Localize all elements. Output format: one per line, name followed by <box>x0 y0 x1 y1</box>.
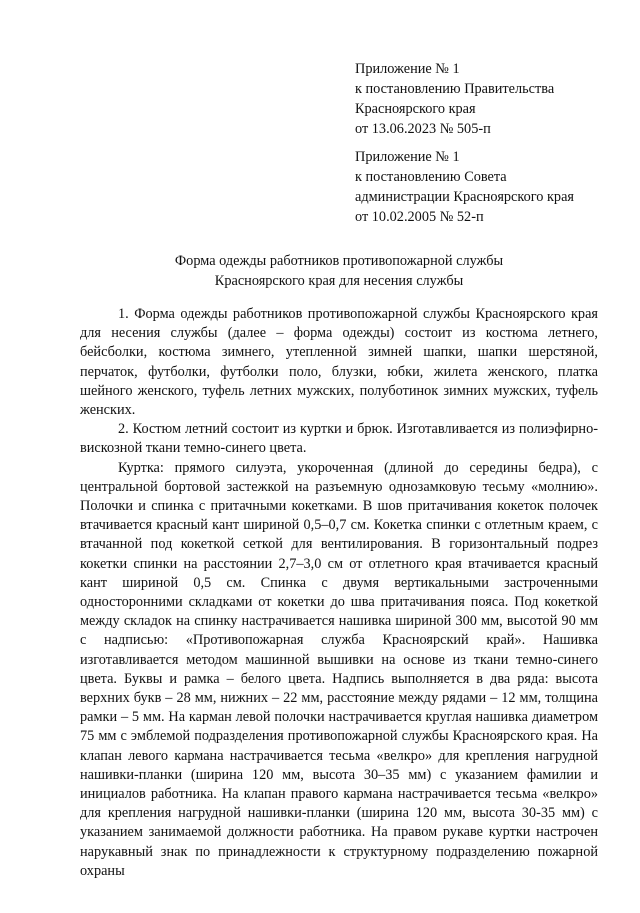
paragraph-2: 2. Костюм летний состоит из куртки и брюк. Изготавливается из полиэфирно-вискозной ткани темно-синего цвета. <box>80 421 598 457</box>
appendix-original-line-1: Приложение № 1 <box>355 149 460 165</box>
appendix-current-line-1: Приложение № 1 <box>355 61 460 77</box>
paragraph-3: Куртка: прямого силуэта, укороченная (длиной до середины бедра), с центральной бортовой застежкой на разъемную однозамковую тесьму «молнию». Полочки и спинка с притачными кокетками. В шов притачивания кокеток полочек втачивается красный кант шириной 0,5–0,7 см. Кокетка спинки с отлетным краем, с втачанной под кокеткой сеткой для вентилирования. В горизонтальный подрез кокетки спинки на расстоянии 2,7–3,0 см от отлетного края втачивается красный кант шириной 0,5 см. Спинка с двумя вертикальными застроченными односторонними складками от кокетки до шва притачивания пояса. Под кокеткой между складок на спинку настрачивается нашивка шириной 300 мм, высотой 90 мм с надписью: «Противопожарная служба Красноярский край». Нашивка изготавливается методом машинной вышивки на основе из ткани темно-синего цвета. Буквы и рамка – белого цвета. Надпись выполняется в два ряда: высота верхних букв – 28 мм, нижних – 22 мм, расстояние между рядами – 12 мм, толщина рамки – 5 мм. На карман левой полочки настрачивается круглая нашивка диаметром 75 мм с эмблемой подразделения противопожарной службы Красноярского края. На клапан левого кармана настрачивается тесьма «велкро» для крепления нагрудной нашивки-планки (ширина 120 мм, высота 30–35 мм) с указанием фамилии и инициалов работника. На клапан правого кармана настрачивается тесьма «велкро» для крепления нагрудной нашивки-планки (ширина 120 мм, высота 30-35 мм) с указанием занимаемой должности работника. На правом рукаве куртки настрочен нарукавный знак по принадлежности к структурному подразделению пожарной охраны <box>80 459 598 879</box>
appendix-current-line-3: Красноярского края <box>355 101 476 117</box>
document-body <box>80 305 598 881</box>
appendix-original-line-4: от 10.02.2005 № 52-п <box>355 209 484 225</box>
document-title-line-1: Форма одежды работников противопожарной службы <box>174 253 504 269</box>
appendix-original-block <box>355 147 574 227</box>
appendix-current-block <box>355 59 554 139</box>
paragraph-1: 1. Форма одежды работников противопожарной службы Красноярского края для несения службы (далее – форма одежды) состоит из костюма летнего, бейсболки, костюма зимнего, утепленной зимней шапки, шапки шерстяной, перчаток, футболки, футболки поло, блузки, юбки, жилета женского, платка шейного женского, туфель летних мужских, полуботинок зимних мужских, туфель женских. <box>80 306 598 419</box>
appendix-original-line-2: к постановлению Совета <box>355 169 507 185</box>
appendix-current-line-4: от 13.06.2023 № 505-п <box>355 121 491 137</box>
appendix-original-line-3: администрации Красноярского края <box>355 189 574 205</box>
document-title-line-2: Красноярского края для несения службы <box>214 273 464 289</box>
appendix-current-line-2: к постановлению Правительства <box>355 81 555 97</box>
document-title <box>80 251 598 291</box>
